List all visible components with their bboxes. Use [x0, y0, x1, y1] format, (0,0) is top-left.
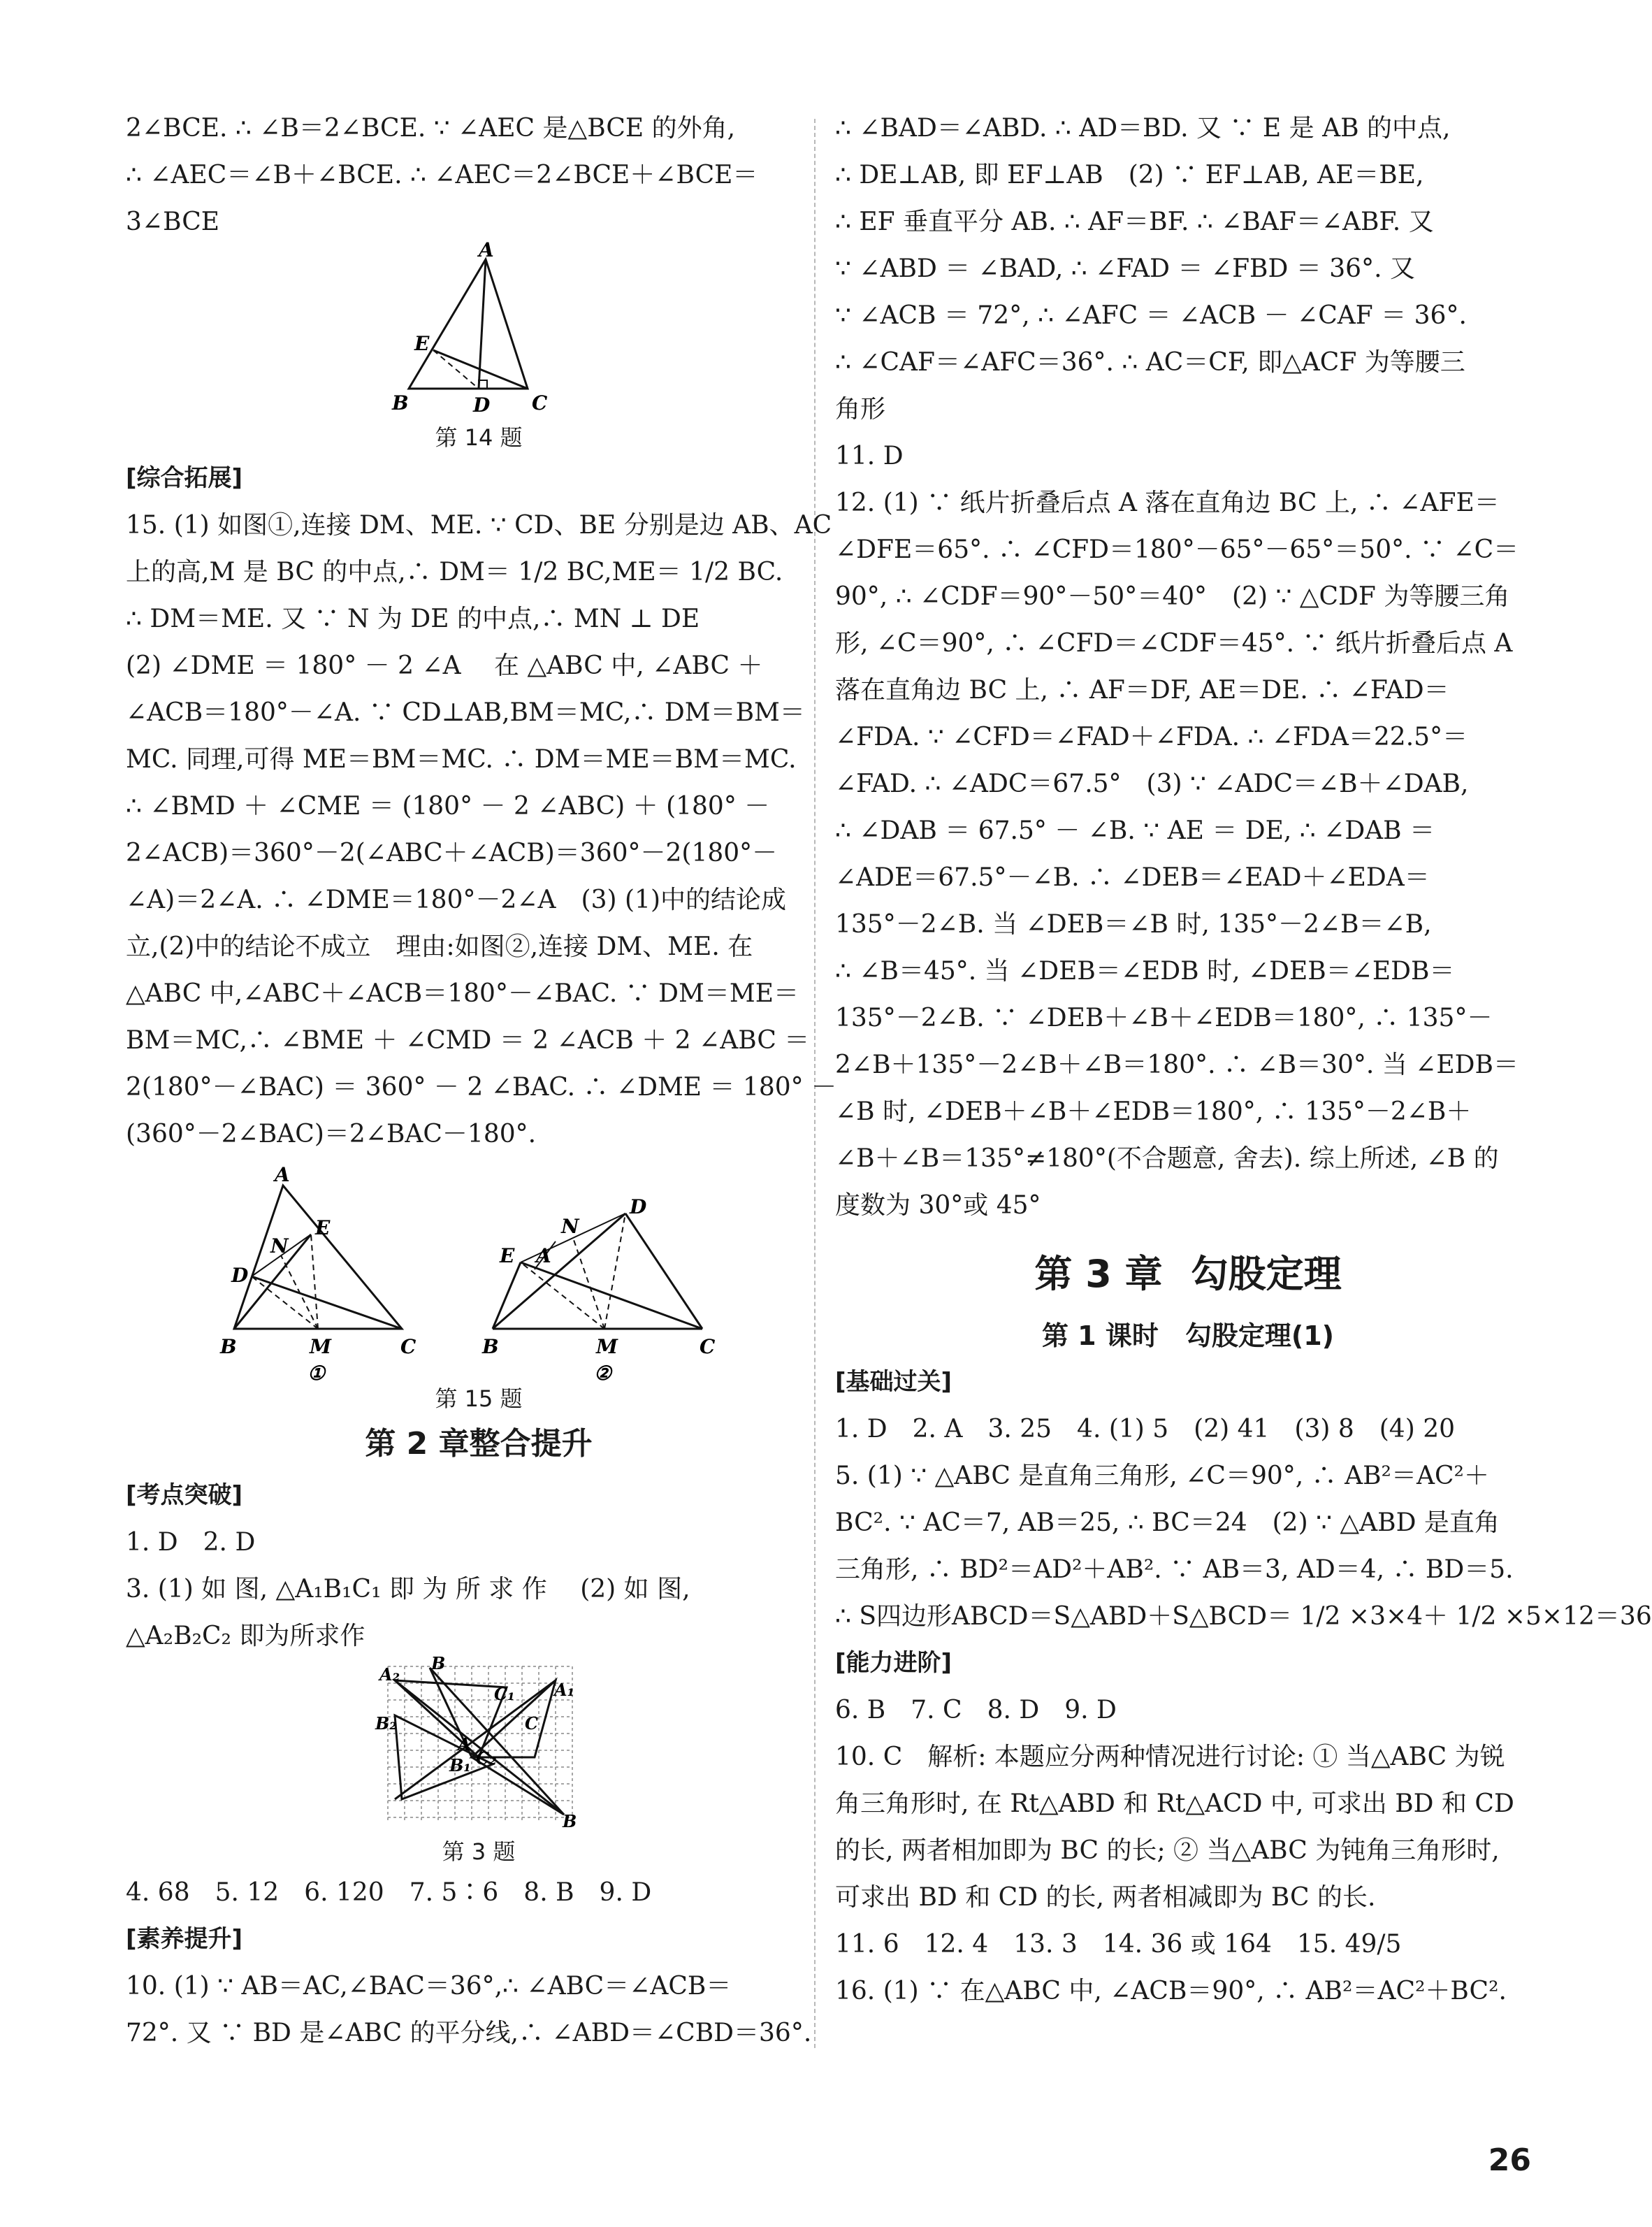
section-heading: [考点突破] [126, 1481, 243, 1509]
answer-line: 12. (1) ∵ 纸片折叠后点 A 落在直角边 BC 上, ∴ ∠AFE＝ [835, 489, 1500, 517]
answer-line: 6. B 7. C 8. D 9. D [835, 1696, 1117, 1724]
answer-line: ∴ EF 垂直平分 AB. ∴ AF＝BF. ∴ ∠BAF＝∠ABF. 又 [835, 208, 1434, 236]
label-a1: A₁ [554, 1680, 575, 1700]
answer-line: 落在直角边 BC 上, ∴ AF＝DF, AE＝DE. ∴ ∠FAD＝ [835, 676, 1449, 705]
section-heading: [综合拓展] [126, 464, 243, 492]
label-c2: C₂ [476, 1748, 497, 1768]
answer-line: MC. 同理,可得 ME＝BM＝MC. ∴ DM＝ME＝BM＝MC. [126, 745, 797, 774]
label-a: A [458, 1734, 471, 1754]
answer-line: △ABC 中,∠ABC＋∠ACB＝180°－∠BAC. ∵ DM＝ME＝ [126, 979, 799, 1008]
answer-line: ∴ DE⊥AB, 即 EF⊥AB (2) ∵ EF⊥AB, AE＝BE, [835, 161, 1424, 189]
answer-line: 1. D 2. D [126, 1528, 256, 1557]
chapter-name: 勾股定理 [1190, 1252, 1342, 1296]
label-n: N [561, 1215, 579, 1238]
page-number: 26 [1488, 2142, 1531, 2178]
answer-line: 10. (1) ∵ AB＝AC,∠BAC＝36°,∴ ∠ABC＝∠ACB＝ [126, 1972, 732, 2001]
answer-line: ∵ ∠ABD ＝ ∠BAD, ∴ ∠FAD ＝ ∠FBD ＝ 36°. 又 [835, 254, 1415, 283]
section-heading: [基础过关] [835, 1368, 952, 1396]
label-m: M [310, 1335, 331, 1358]
label-a: A [275, 1163, 290, 1186]
answer-line: 2∠B＋135°－2∠B＋∠B＝180°. ∴ ∠B＝30°. 当 ∠EDB＝ [835, 1051, 1519, 1079]
section-heading: [素养提升] [126, 1925, 243, 1953]
figure-15 [213, 1158, 744, 1385]
label-b1: B₁ [449, 1755, 471, 1775]
answer-line: 的长, 两者相加即为 BC 的长; ② 当△ABC 为钝角三角形时, [835, 1836, 1500, 1865]
label-a: A [479, 238, 494, 261]
answer-line: ∴ ∠DAB ＝ 67.5° － ∠B. ∵ AE ＝ DE, ∴ ∠DAB ＝ [835, 816, 1435, 845]
answer-line: 可求出 BD 和 CD 的长, 两者相减即为 BC 的长. [835, 1883, 1376, 1912]
answer-line: 90°, ∴ ∠CDF＝90°－50°＝40° (2) ∵ △CDF 为等腰三角 [835, 582, 1510, 611]
answer-line: 10. C 解析: 本题应分两种情况进行讨论: ① 当△ABC 为锐 [835, 1743, 1505, 1771]
figure-14 [367, 238, 590, 420]
answer-line: 三角形, ∴ BD²＝AD²＋AB². ∵ AB＝3, AD＝4, ∴ BD＝5. [835, 1555, 1514, 1584]
answer-line: 1. D 2. A 3. 25 4. (1) 5 (2) 41 (3) 8 (4) 20 [835, 1415, 1456, 1443]
label-c: C [525, 1713, 539, 1734]
label-b2: B₂ [375, 1713, 397, 1734]
answer-line: ∵ ∠ACB ＝ 72°, ∴ ∠AFC ＝ ∠ACB － ∠CAF ＝ 36°. [835, 301, 1467, 330]
answer-line: 11. 6 12. 4 13. 3 14. 36 或 164 15. 49/5 [835, 1930, 1402, 1959]
label-a2: A₂ [379, 1664, 400, 1685]
chapter-number: 第 3 章 [1034, 1252, 1163, 1296]
label-n: N [270, 1234, 289, 1257]
label-b: B [392, 391, 409, 415]
answer-line: ∴ S四边形ABCD＝S△ABD＋S△BCD＝ 1/2 ×3×4＋ 1/2 ×5×12＝36 [835, 1602, 1652, 1631]
label-b-corner: B [563, 1811, 577, 1831]
answer-line: 16. (1) ∵ 在△ABC 中, ∠ACB＝90°, ∴ AB²＝AC²＋BC². [835, 1977, 1507, 2005]
answer-line: ∠B 时, ∠DEB＋∠B＋∠EDB＝180°, ∴ 135°－2∠B＋ [835, 1097, 1472, 1126]
label-c: C [700, 1335, 716, 1358]
label-c: C [400, 1335, 416, 1358]
figure-caption: 第 14 题 [435, 424, 523, 451]
answer-line: ∠ADE＝67.5°－∠B. ∴ ∠DEB＝∠EAD＋∠EDA＝ [835, 863, 1430, 892]
label-b: B [482, 1335, 499, 1358]
label-c1: C₁ [494, 1684, 515, 1704]
answer-line: 2∠BCE. ∴ ∠B＝2∠BCE. ∵ ∠AEC 是△BCE 的外角, [126, 114, 736, 143]
answer-line: 角形 [835, 395, 886, 424]
answer-line: 3∠BCE [126, 208, 220, 236]
answer-line: BM＝MC,∴ ∠BME ＋ ∠CMD ＝ 2 ∠ACB ＋ 2 ∠ABC ＝ [126, 1026, 810, 1055]
label-m: M [596, 1335, 618, 1358]
answer-line: 4. 68 5. 12 6. 120 7. 5∶6 8. B 9. D [126, 1878, 652, 1907]
answer-line: ∠ACB＝180°－∠A. ∵ CD⊥AB,BM＝MC,∴ DM＝BM＝ [126, 698, 805, 727]
left-column [126, 105, 837, 2056]
answer-line: BC². ∵ AC＝7, AB＝25, ∴ BC＝24 (2) ∵ △ABD 是直角 [835, 1508, 1500, 1537]
label-d: D [231, 1264, 249, 1287]
chapter-3-title [835, 1243, 1541, 1306]
label-c: C [532, 391, 548, 415]
answer-line: 135°－2∠B. 当 ∠DEB＝∠B 时, 135°－2∠B＝∠B, [835, 910, 1432, 939]
label-e: E [414, 332, 430, 355]
answer-line: 形, ∠C＝90°, ∴ ∠CFD＝∠CDF＝45°. ∵ 纸片折叠后点 A [835, 629, 1513, 658]
answer-line: ∴ ∠CAF＝∠AFC＝36°. ∴ AC＝CF, 即△ACF 为等腰三 [835, 348, 1465, 377]
answer-line: ∴ ∠B＝45°. 当 ∠DEB＝∠EDB 时, ∠DEB＝∠EDB＝ [835, 957, 1455, 986]
label-a: A [536, 1244, 551, 1267]
figure-15-part-2 [481, 1195, 716, 1385]
answer-line: 72°. 又 ∵ BD 是∠ABC 的平分线,∴ ∠ABD＝∠CBD＝36°. [126, 2019, 812, 2047]
figure-sub-label: ① [307, 1362, 326, 1385]
answer-line: 15. (1) 如图①,连接 DM、ME. ∵ CD、BE 分别是边 AB、AC [126, 511, 832, 540]
figure-caption: 第 15 题 [435, 1385, 523, 1412]
answer-line: 3. (1) 如 图, △A₁B₁C₁ 即 为 所 求 作 (2) 如 图, [126, 1575, 690, 1603]
answer-line: ∠FAD. ∴ ∠ADC＝67.5° (3) ∵ ∠ADC＝∠B＋∠DAB, [835, 770, 1469, 798]
answer-line: 5. (1) ∵ △ABC 是直角三角形, ∠C＝90°, ∴ AB²＝AC²＋ [835, 1462, 1489, 1490]
answer-line: ∴ DM＝ME. 又 ∵ N 为 DE 的中点,∴ MN ⊥ DE [126, 605, 700, 633]
figure-sub-label: ② [594, 1362, 612, 1385]
label-d: D [473, 394, 491, 417]
answer-line: ∠B＋∠B＝135°≠180°(不合题意, 舍去). 综上所述, ∠B 的 [835, 1144, 1499, 1173]
section-heading: [能力进阶] [835, 1649, 952, 1677]
lesson-title: 第 1 课时 勾股定理(1) [1041, 1320, 1335, 1351]
answer-line: (360°－2∠BAC)＝2∠BAC－180°. [126, 1120, 537, 1148]
answer-line: 135°－2∠B. ∵ ∠DEB＋∠B＋∠EDB＝180°, ∴ 135°－ [835, 1004, 1493, 1032]
label-e: E [315, 1216, 331, 1239]
answer-line: ∴ ∠BAD＝∠ABD. ∴ AD＝BD. 又 ∵ E 是 AB 的中点, [835, 114, 1451, 143]
chapter-2-summary-title: 第 2 章整合提升 [365, 1426, 593, 1462]
answer-line: 上的高,M 是 BC 的中点,∴ DM＝ 1/2 BC,ME＝ 1/2 BC. [126, 558, 783, 586]
answer-line: 度数为 30°或 45° [835, 1191, 1041, 1220]
answer-line: (2) ∠DME ＝ 180° － 2 ∠A 在 △ABC 中, ∠ABC ＋ [126, 651, 763, 680]
answer-line: ∠DFE＝65°. ∴ ∠CFD＝180°－65°－65°＝50°. ∵ ∠C＝ [835, 535, 1519, 564]
right-column [835, 105, 1652, 2015]
answer-line: 11. D [835, 442, 904, 470]
answer-line: ∠A)＝2∠A. ∴ ∠DME＝180°－2∠A (3) (1)中的结论成 [126, 886, 786, 914]
answer-line: 2∠ACB)＝360°－2(∠ABC＋∠ACB)＝360°－2(180°－ [126, 839, 778, 867]
label-b: B [431, 1653, 446, 1673]
label-b: B [220, 1335, 237, 1358]
figure-3-grid [374, 1653, 584, 1834]
figure-caption: 第 3 题 [442, 1838, 516, 1865]
label-e: E [500, 1244, 515, 1267]
answer-line: 角三角形时, 在 Rt△ABD 和 Rt△ACD 中, 可求出 BD 和 CD [835, 1789, 1514, 1818]
answer-line: 立,(2)中的结论不成立 理由:如图②,连接 DM、ME. 在 [126, 932, 753, 961]
answer-line: ∠FDA. ∵ ∠CFD＝∠FAD＋∠FDA. ∴ ∠FDA＝22.5°＝ [835, 723, 1468, 751]
answer-line: ∴ ∠AEC＝∠B＋∠BCE. ∴ ∠AEC＝2∠BCE＋∠BCE＝ [126, 161, 758, 189]
answer-line: △A₂B₂C₂ 即为所求作 [126, 1622, 365, 1650]
answer-line: ∴ ∠BMD ＋ ∠CME ＝ (180° － 2 ∠ABC) ＋ (180° － [126, 792, 770, 821]
figure-15-part-1 [219, 1163, 416, 1385]
label-d: D [630, 1195, 647, 1218]
answer-line: 2(180°－∠BAC) ＝ 360° － 2 ∠BAC. ∴ ∠DME ＝ 180° － [126, 1073, 837, 1102]
